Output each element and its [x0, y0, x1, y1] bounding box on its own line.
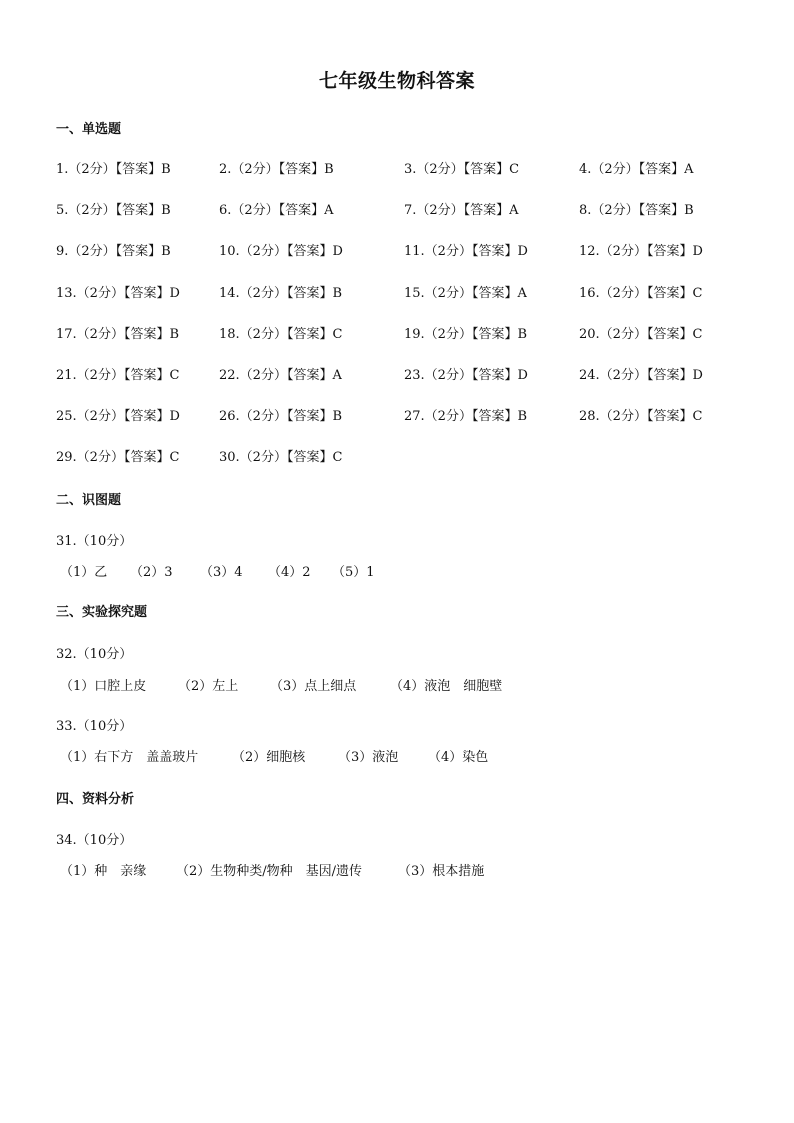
answer-31-3: （3）4 — [200, 565, 243, 580]
question-33-heading: 33.（10分） — [56, 719, 133, 734]
question-33-answers — [60, 746, 488, 765]
answer-32-2: （2）左上 — [178, 679, 239, 694]
answer-33-4: （4）染色 — [428, 750, 489, 765]
answer-31-1: （1）乙 — [60, 565, 108, 580]
mcq-answer: 12.（2分）【答案】D — [579, 244, 703, 260]
mcq-answer: 14.（2分）【答案】B — [219, 285, 342, 301]
mcq-answer: 27.（2分）【答案】B — [404, 409, 527, 425]
question-32-heading: 32.（10分） — [56, 647, 133, 662]
mcq-answer: 26.（2分）【答案】B — [219, 409, 342, 425]
mcq-answer: 16.（2分）【答案】C — [579, 285, 703, 301]
mcq-answer: 18.（2分）【答案】C — [219, 326, 343, 342]
mcq-answer: 9.（2分）【答案】B — [56, 244, 171, 260]
mcq-answer: 24.（2分）【答案】D — [579, 368, 703, 383]
mcq-answer: 7.（2分）【答案】A — [404, 203, 519, 219]
answer-34-1: （1）种 亲缘 — [60, 864, 147, 879]
answer-33-3: （3）液泡 — [338, 750, 399, 765]
answer-32-1: （1）口腔上皮 — [60, 679, 147, 694]
question-31-answers — [60, 561, 375, 580]
mcq-answer: 21.（2分）【答案】C — [56, 368, 180, 383]
mcq-answer: 13.（2分）【答案】D — [56, 285, 180, 301]
mcq-answer: 30.（2分）【答案】C — [219, 450, 343, 466]
mcq-answer: 28.（2分）【答案】C — [579, 409, 703, 425]
section-heading-diagram: 二、识图题 — [56, 493, 122, 508]
question-31-heading: 31.（10分） — [56, 534, 133, 549]
answer-31-5: （5）1 — [332, 565, 375, 580]
mcq-answer: 4.（2分）【答案】A — [579, 162, 694, 177]
mcq-answer: 8.（2分）【答案】B — [579, 203, 694, 219]
mcq-answer: 1.（2分）【答案】B — [56, 162, 171, 177]
section-heading-data-analysis: 四、资料分析 — [56, 792, 135, 807]
answer-33-2: （2）细胞核 — [232, 750, 306, 765]
mcq-answer: 19.（2分）【答案】B — [404, 326, 527, 342]
mcq-answer: 29.（2分）【答案】C — [56, 450, 180, 466]
mcq-answer: 25.（2分）【答案】D — [56, 409, 180, 425]
mcq-answer: 20.（2分）【答案】C — [579, 326, 703, 342]
mcq-answer: 10.（2分）【答案】D — [219, 244, 343, 260]
mcq-answer: 15.（2分）【答案】A — [404, 285, 527, 301]
section-heading-single-choice: 一、单选题 — [56, 122, 122, 137]
answer-31-2: （2）3 — [130, 565, 173, 580]
answer-34-3: （3）根本措施 — [398, 864, 485, 879]
question-32-answers — [60, 675, 502, 694]
mcq-answer: 3.（2分）【答案】C — [404, 162, 520, 177]
mcq-answer: 11.（2分）【答案】D — [404, 244, 528, 260]
question-34-answers — [60, 860, 484, 879]
answer-33-1: （1）右下方 盖盖玻片 — [60, 750, 199, 765]
answer-32-3: （3）点上细点 — [270, 679, 357, 694]
mcq-answer: 5.（2分）【答案】B — [56, 203, 171, 219]
mcq-answer: 2.（2分）【答案】B — [219, 162, 334, 177]
mcq-answer: 17.（2分）【答案】B — [56, 326, 179, 342]
mcq-answer: 6.（2分）【答案】A — [219, 203, 334, 219]
mcq-answer: 22.（2分）【答案】A — [219, 368, 342, 383]
answer-32-4: （4）液泡 细胞壁 — [390, 679, 503, 694]
answer-31-4: （4）2 — [268, 565, 311, 580]
answer-34-2: （2）生物种类/物种 基因/遗传 — [176, 864, 363, 879]
page-title: 七年级生物科答案 — [318, 70, 475, 92]
question-34-heading: 34.（10分） — [56, 833, 133, 848]
section-heading-experiment: 三、实验探究题 — [56, 605, 148, 620]
mcq-answer: 23.（2分）【答案】D — [404, 368, 528, 383]
